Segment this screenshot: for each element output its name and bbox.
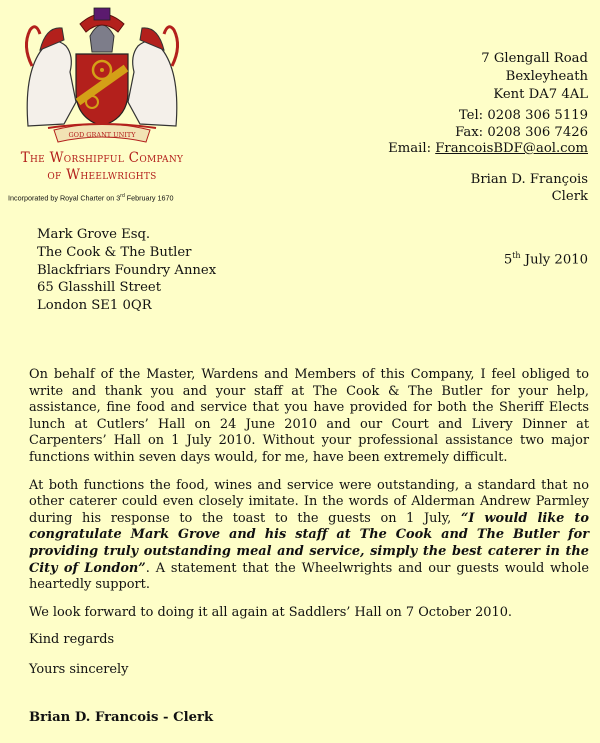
kind-regards: Kind regards xyxy=(29,632,115,648)
date-ordinal: th xyxy=(512,251,521,260)
address-line-2: Bexleyheath xyxy=(505,69,588,84)
recipient-address xyxy=(37,226,216,315)
sender-address xyxy=(481,50,588,104)
crest-shield-icon xyxy=(76,54,128,126)
email-link[interactable]: FrancoisBDF@aol.com xyxy=(435,141,588,156)
email-row xyxy=(388,141,588,158)
charter-ordinal: rd xyxy=(120,193,125,199)
paragraph-2-end: . A statement that the Wheelwrights and our guests would whole heartedly support. xyxy=(29,560,589,593)
company-crest-logo xyxy=(18,6,186,146)
recipient-line-4: 65 Glasshill Street xyxy=(37,280,162,296)
paragraph-2-quote: “I would like to congratulate Mark Grove and his staff at The Cook and The Butler for providing truly outstanding meal and service, simply the best caterer in the City of London” xyxy=(29,510,589,576)
date-rest: July 2010 xyxy=(520,252,588,268)
yours-sincerely: Yours sincerely xyxy=(29,661,129,677)
crest-motto-text: GOD GRANT UNITY xyxy=(68,131,136,139)
email-label: Email: xyxy=(388,141,436,156)
company-name xyxy=(18,150,186,184)
letter-date xyxy=(504,251,588,267)
charter-prefix: Incorporated by Royal Charter on 3 xyxy=(8,193,121,203)
recipient-line-5: London SE1 0QR xyxy=(37,298,152,314)
address-line-3: Kent DA7 4AL xyxy=(493,87,588,102)
signatory-name: Brian D. François xyxy=(470,172,588,187)
address-line-1: 7 Glengall Road xyxy=(481,51,588,66)
company-name-line-2: of Wheelwrights xyxy=(47,167,157,183)
letter-body xyxy=(29,367,589,692)
signatory-header xyxy=(471,172,588,205)
left-supporter-horse-icon xyxy=(26,27,76,126)
paragraph-2 xyxy=(29,478,589,594)
paragraph-1: On behalf of the Master, Wardens and Members of this Company, I feel obliged to write and thank you and your staff at The Cook & The Butler for your help, assistance, fine food and service that you have provided for both the Sheriff Elects lunch at Cutlers’ Hall on 24 June 2010 and our Court and Livery Dinner at Carpenters’ Hall on 1 July 2010. Without your professional assistance two major functions within seven days would, for me, have been extremely difficult. xyxy=(29,367,589,465)
charter-suffix: February 1670 xyxy=(124,193,174,203)
recipient-line-3: Blackfriars Foundry Annex xyxy=(37,262,217,278)
recipient-line-1: Mark Grove Esq. xyxy=(37,227,151,242)
signatory-title: Clerk xyxy=(551,188,588,204)
fax: Fax: 0208 306 7426 xyxy=(455,124,588,140)
crest-helmet-icon xyxy=(80,8,124,52)
paragraph-3: We look forward to doing it all again at Saddlers’ Hall on 7 October 2010. xyxy=(29,604,513,620)
royal-charter-note xyxy=(8,193,208,202)
crest-motto-scroll xyxy=(54,124,150,142)
right-supporter-horse-icon xyxy=(128,27,178,126)
date-day: 5 xyxy=(503,252,513,268)
contact-details xyxy=(388,108,588,158)
telephone: Tel: 0208 306 5119 xyxy=(458,108,588,123)
paragraph-2-start: At both functions the food, wines and service were outstanding, a standard that no other caterer could even closely imitate. In the words of Alderman Andrew Parmley during his response to the toast to the guests on 1 July, xyxy=(29,477,589,526)
recipient-line-2: The Cook & The Butler xyxy=(37,244,192,260)
signature-line: Brian D. Francois - Clerk xyxy=(29,710,214,725)
company-name-line-1: The Worshipful Company xyxy=(20,150,184,166)
